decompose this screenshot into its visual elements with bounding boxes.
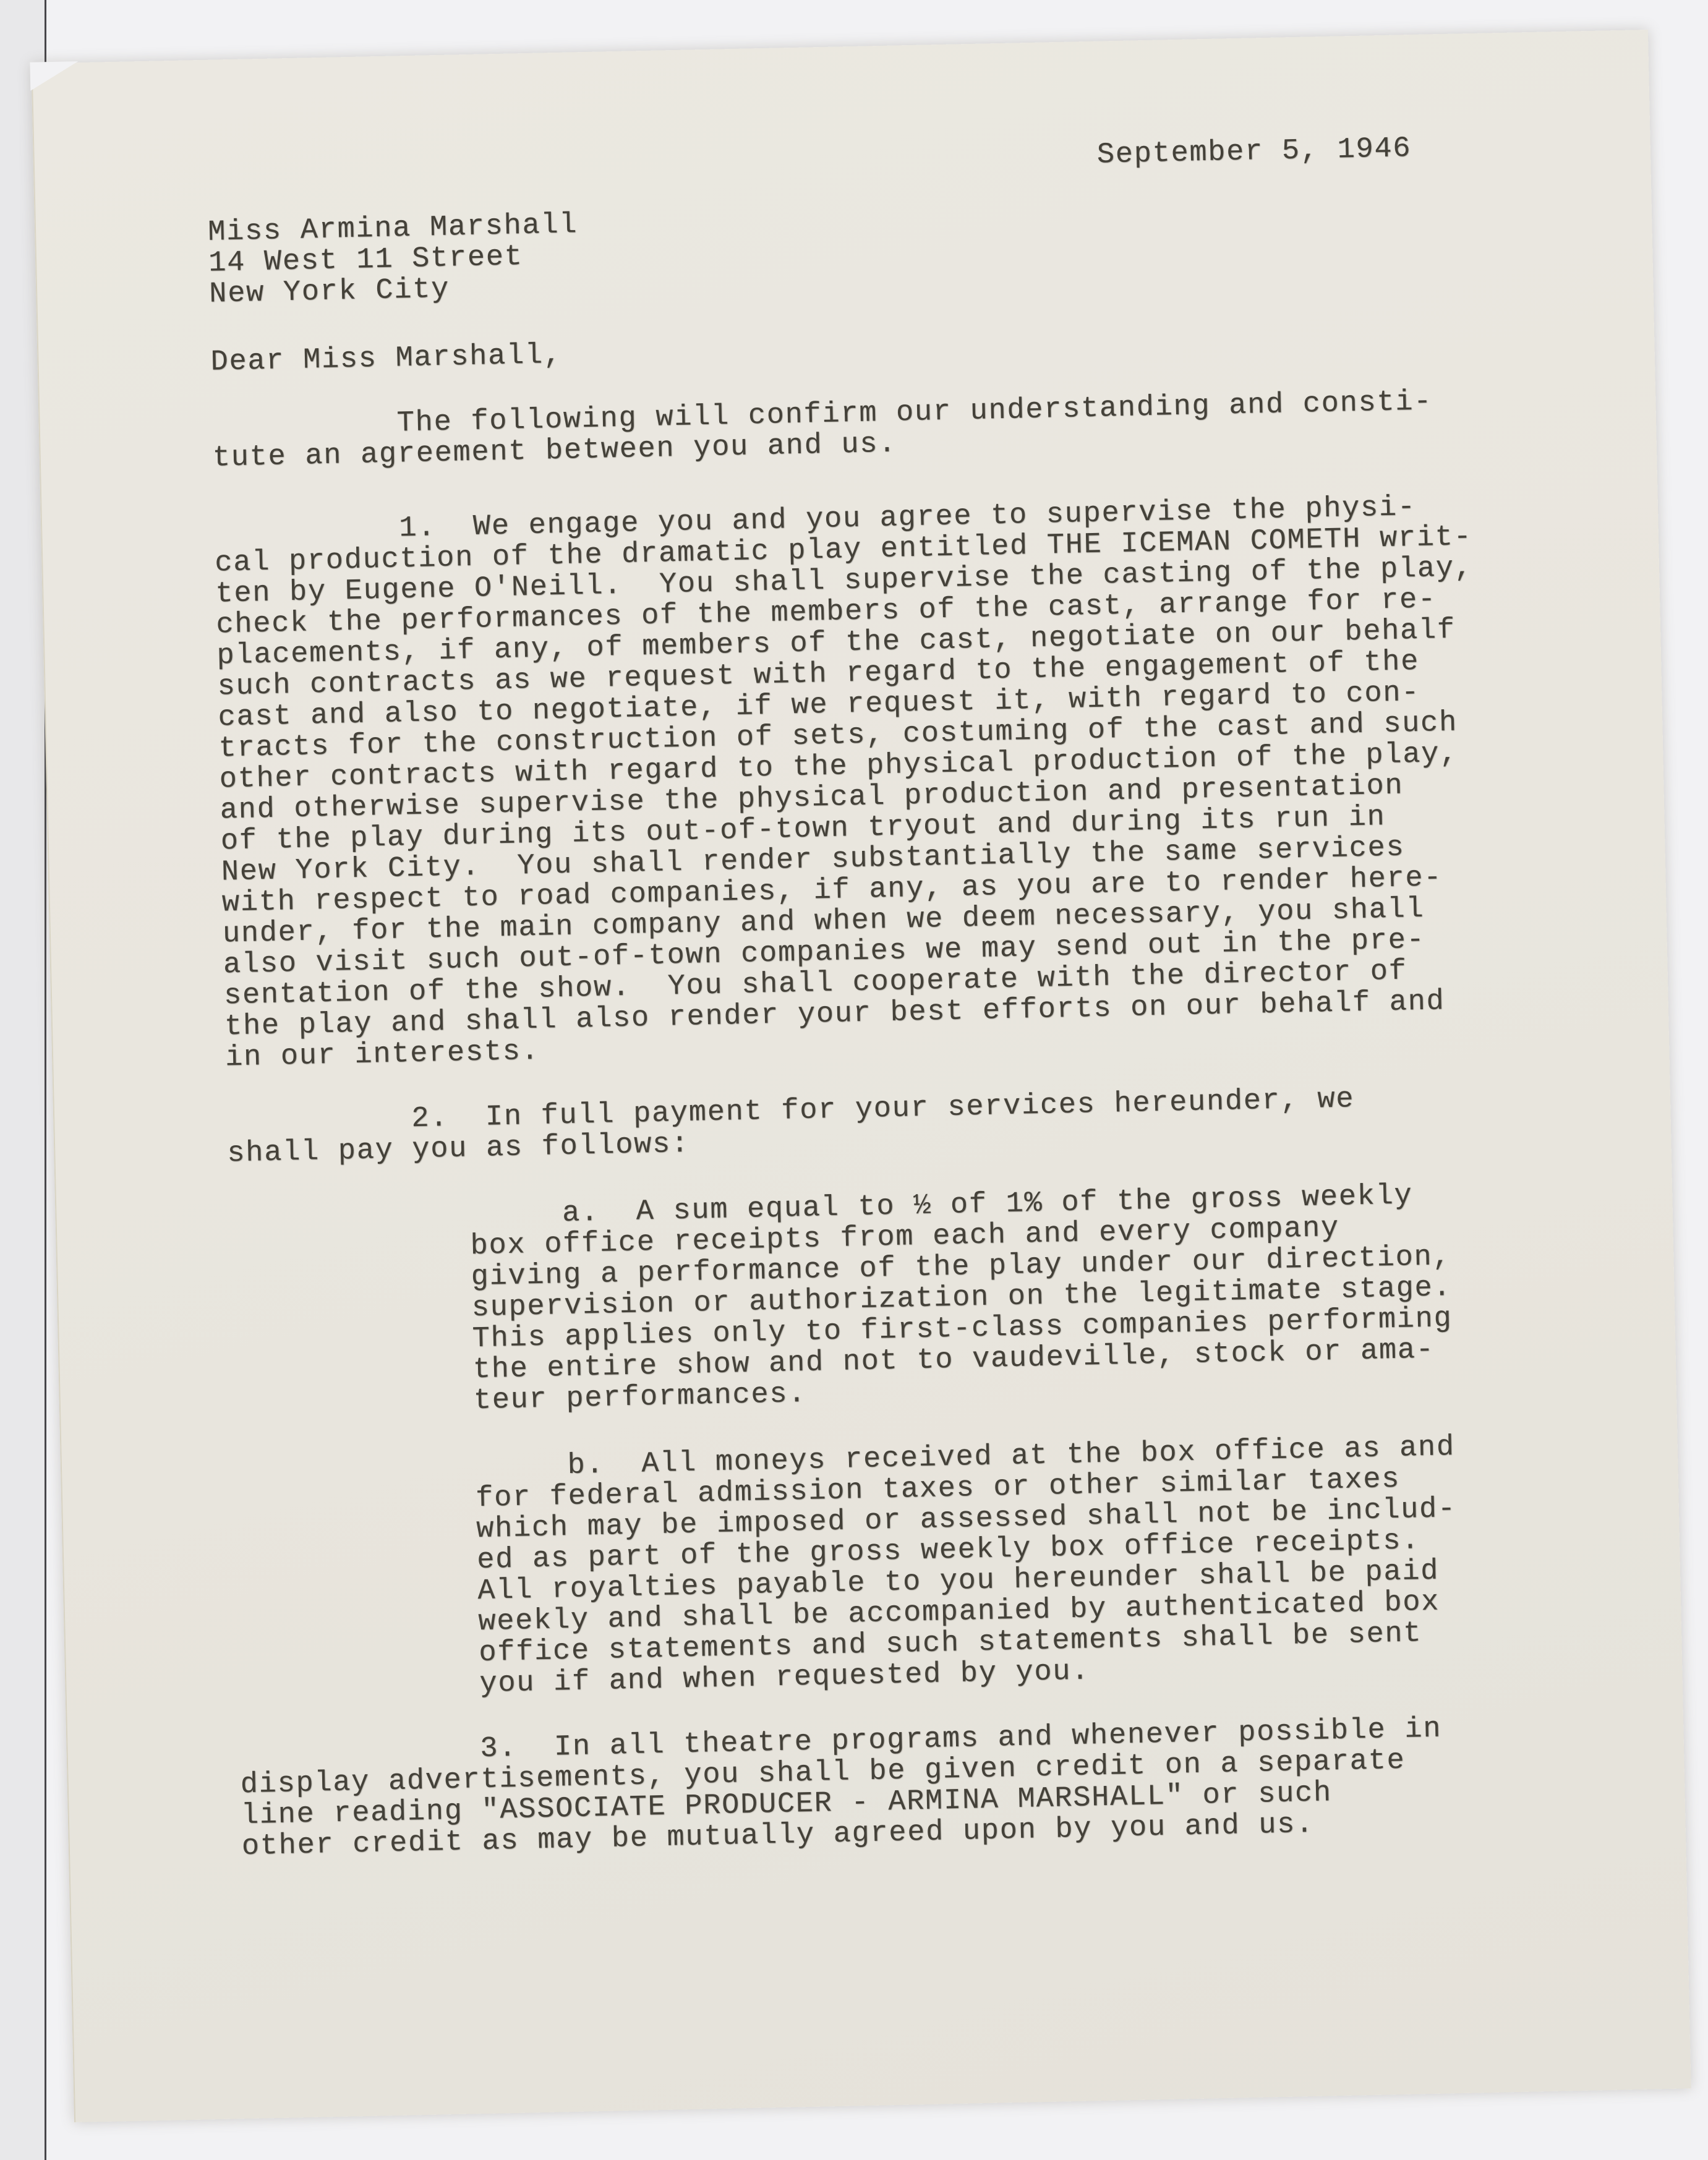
clause-1-paragraph: 1. We engage you and you agree to supervise the physi- cal production of the dramatic play entitled THE ICEMAN COMETH writ- ten by Eugene O'Neill. You shall supervise the casting of the play, check the performances of the members of the cast, arrange for re- placements, if any, of members of the cast, negotiate on our behalf such contracts as we request with regard to the engagement of the cast and also to negotiate, if we request it, with regard to con- tracts for the construction of sets, costuming of the cast and such other contracts with regard to the physical production of the play, and otherwise supervise the physical production and presentation of the play during its out-of-town tryout and during its run in New York City. You shall render substantially the same services with respect to road companies, if any, as you are to render here- under, for the main company and when we deem necessary, you shall also visit such out-of-town companies we may send out in the pre- sentation of the show. You shall cooperate with the director of the play and shall also render your best efforts on our behalf and in our interests. bbox=[213, 491, 1474, 1075]
intro-paragraph: The following will confirm our understanding and consti- tute an agreement between you and us. bbox=[211, 385, 1433, 475]
letter-date: September 5, 1946 bbox=[1096, 132, 1412, 172]
clause-3-paragraph: 3. In all theatre programs and whenever possible in display advertisements, you shall be given credit on a separate line reading "ASSOCIATE PRODUCER - ARMINA MARSHALL" or such other credit as may be mutually agreed upon by you and us. bbox=[239, 1712, 1442, 1864]
clause-2-paragraph: 2. In full payment for your services hereunder, we shall pay you as follows: bbox=[226, 1083, 1355, 1171]
salutation: Dear Miss Marshall, bbox=[210, 338, 563, 379]
clause-2a-paragraph: a. A sum equal to ½ of 1% of the gross weekly box office receipts from each and every company giving a performance of the play under our direction, supervision or authorization on the legitimate stage. This applies only to first-class companies performing the entire show and not to vaudeville, stock or ama- teur performances. bbox=[469, 1179, 1453, 1418]
clause-2b-paragraph: b. All moneys received at the box office as and for federal admission taxes or other similar taxes which may be imposed or assessed shall not be includ- ed as part of the gross weekly box office receipts. All royalties payable to you hereunder shall be paid weekly and shall be accompanied by authenticated box office statements and such statements shall be sent you if and when requested by you. bbox=[474, 1431, 1457, 1701]
letter-content bbox=[31, 30, 1691, 2122]
letter-page bbox=[31, 30, 1691, 2122]
recipient-address: Miss Armina Marshall 14 West 11 Street New York City bbox=[207, 208, 578, 311]
